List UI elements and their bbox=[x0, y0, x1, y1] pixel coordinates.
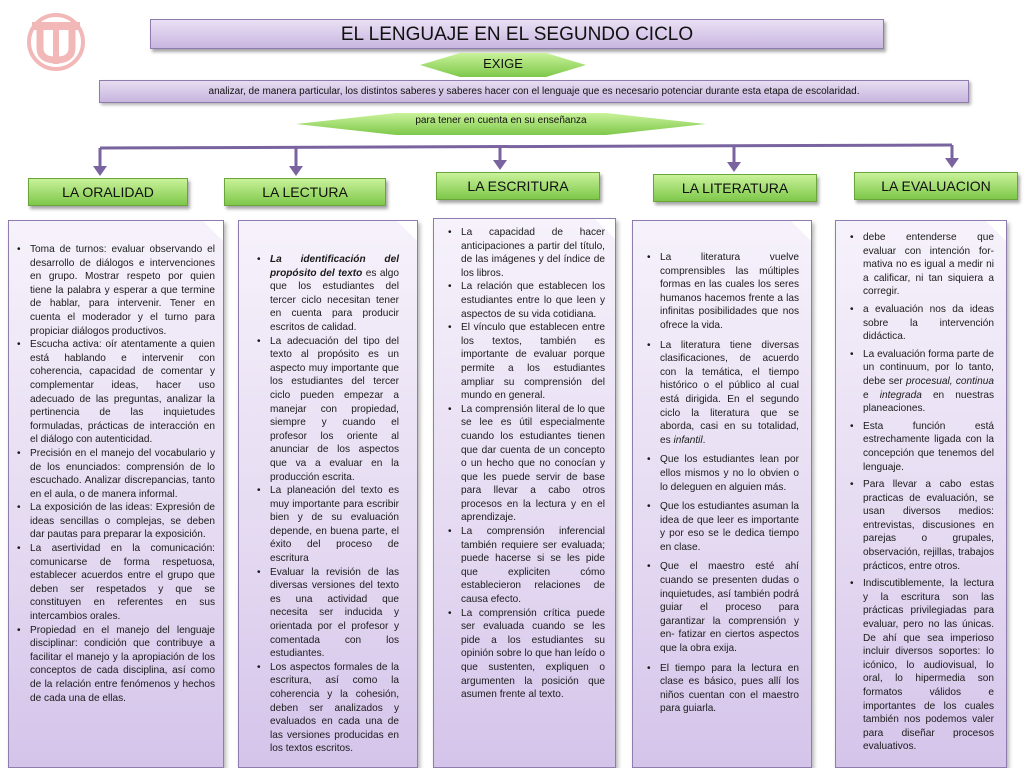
list-item-text: La literatura tiene diversas clasificaciones, de acuerdo con la temática, el tiempo histórico o el público al cual está dirigida. En el segundo ciclo la literatura que se aborda, casi en su totalidad, es bbox=[660, 339, 799, 446]
panel-escritura bbox=[433, 218, 616, 768]
connector-exige-label: EXIGE bbox=[483, 56, 523, 71]
description-box: analizar, de manera particular, los distintos saberes y saberes hacer con el lenguaje que es necesario potenciar durante esta etapa de escolaridad. bbox=[99, 80, 969, 103]
list-item: • La capacidad de hacer anticipaciones a partir del título, de las imágenes y del índice de los libros. bbox=[448, 226, 605, 280]
category-literatura: LA LITERATURA bbox=[653, 174, 817, 202]
list-item-text: es algo que los estudiantes del tercer ciclo necesitan tener en cuenta para producir escritos de calidad. bbox=[270, 267, 400, 333]
list-item: • La comprensión crítica puede ser evaluada cuando se les pide a los estudiantes su opinión sobre lo que han leído o que sustenten, expliquen o argumenten la posición que asumen frente al texto. bbox=[448, 607, 605, 702]
list-item: • El vínculo que establecen entre los textos, también es importante de evaluar porque permite a los estudiantes ampliar su comprensión del mundo en general. bbox=[448, 321, 605, 403]
panel-fold bbox=[790, 220, 812, 242]
list-item: • La adecuación del tipo del texto al propósito es un aspecto muy importante que los estudiantes del tercer ciclo pueden empezar a manejar con propiedad, siempre y cuando el profesor los oriente al anunciar de los aspectos que va a evaluar en la producción escrita. bbox=[257, 335, 399, 485]
list-item: • Propiedad en el manejo del lenguaje disciplinar: condición que contribuye a facilitar el manejo y la apropiación de los conceptos de cada disciplina, así como de la relación entre fenómenos y hechos de cada una de ellas. bbox=[17, 624, 215, 706]
list-item-text: en nuestras planeaciones. bbox=[863, 389, 994, 415]
panel-fold bbox=[202, 220, 224, 242]
panel-literatura bbox=[632, 220, 812, 768]
connector-tener-label: para tener en cuenta en su enseñanza bbox=[415, 115, 587, 126]
connector-exige bbox=[420, 53, 586, 77]
list-item-text: . bbox=[702, 434, 706, 446]
list-item: • debe entenderse que evaluar con intención for-mativa no es igual a medir ni a calificar, ni tan siquiera a corregir. bbox=[850, 231, 994, 299]
list-item: • La planeación del texto es muy importante para escribir bien y de su evaluación depende, en buena parte, el éxito del proceso de escritura bbox=[257, 484, 399, 566]
list-item: • Que el maestro esté ahí cuando se presenten dudas o inquietudes, así también podrá guiar el proceso para garantizar la comprensión y en- fatizar en ciertos aspectos que la obra exija. bbox=[647, 560, 799, 655]
list-item: • a evaluación nos da ideas sobre la intervención didáctica. bbox=[850, 303, 994, 344]
emphasis-text: La identificación del propósito del texto bbox=[270, 254, 399, 279]
page-title: EL LENGUAJE EN EL SEGUNDO CICLO bbox=[150, 19, 884, 49]
emphasis-text: integrada bbox=[879, 389, 922, 401]
list-item-text: e bbox=[863, 389, 880, 401]
list-item: • Indiscutiblemente, la lectura y la escritura son las prácticas privilegiadas para evaluar, pero no las únicas. De ahí que sea imperioso incluir diversos soportes: lo icónico, lo audiovisual, lo oral, lo hipermedia son formatos válidos e importantes de los cuales también nos podemos valer para diseñar procesos evaluativos. bbox=[850, 577, 994, 754]
list-item: • La exposición de las ideas: Expresión de ideas sencillas o complejas, se deben dar pautas para preparar la exposición. bbox=[17, 501, 215, 542]
list-item: • La comprensión inferencial también requiere ser evaluada; puede hacerse si se les pide que expliciten cómo establecieron relaciones de causa efecto. bbox=[448, 525, 605, 607]
list-item bbox=[647, 339, 799, 448]
list-item: • La relación que establecen los estudiantes entre lo que leen y aspectos de su vida cotidiana. bbox=[448, 280, 605, 321]
emphasis-text: procesual, continua bbox=[906, 375, 994, 387]
category-lectura: LA LECTURA bbox=[224, 178, 386, 206]
list-item: • Precisión en el manejo del vocabulario y de los enunciados: comprensión de lo escuchado. Analizar discrepancias, tanto en el aula, o de manera informal. bbox=[17, 447, 215, 501]
emphasis-text: infantil bbox=[673, 434, 703, 446]
list-item-text: La evaluación forma parte de un continuum, por lo tanto, debe ser bbox=[863, 348, 994, 387]
list-item: • Toma de turnos: evaluar observando el desarrollo de diálogos e intervenciones en grupo. Mostrar respeto por quien tiene la palabra y esperar a que termine de hablar, para intervenir. Tener en cuenta el moderador y el turno para propiciar diálogos productivos. bbox=[17, 243, 215, 338]
category-oralidad: LA ORALIDAD bbox=[28, 178, 188, 206]
category-escritura: LA ESCRITURA bbox=[436, 172, 600, 200]
list-item bbox=[257, 253, 399, 335]
list-item: • Escucha activa: oír atentamente a quien está hablando e intervenir con coherencia, capacidad de comentar y complementar ideas, hacer uso adecuado de las preguntas, analizar la pertinencia de las inquietudes formuladas, prácticas de interacción en el diálogo con autenticidad. bbox=[17, 338, 215, 447]
list-item: • Evaluar la revisión de las diversas versiones del texto es una actividad que necesita ser inducida y orientada por el profesor y comentada con los estudiantes. bbox=[257, 566, 399, 661]
list-item: • La literatura vuelve comprensibles las múltiples formas en las cuales los seres humanos hacemos frente a las infinitas posibilidades que nos ofrece la vida. bbox=[647, 251, 799, 333]
list-item: • Que los estudiantes lean por ellos mismos y no lo obvien o lo deleguen en alguien más. bbox=[647, 453, 799, 494]
list-item: • La comprensión literal de lo que se lee es útil especialmente cuando los estudiantes tienen que dar cuenta de un concepto o un hecho que no conocían y que les puede servir de base para llevar a cabo otros procesos en la lectura y en el aprendizaje. bbox=[448, 403, 605, 525]
list-item bbox=[850, 348, 994, 416]
panel-fold bbox=[396, 220, 418, 242]
panel-lectura bbox=[238, 220, 418, 768]
list-item: • Para llevar a cabo estas practicas de evaluación, se usan diversos medios: entrevistas, discusiones en parejas o grupales, observación, rejillas, trabajos prácticos, entre otros. bbox=[850, 478, 994, 573]
logo-icon bbox=[26, 12, 86, 72]
connector-tener bbox=[296, 113, 706, 135]
list-item: • La asertividad en la comunicación: comunicarse de forma respetuosa, establecer acuerdos entre el grupo que deben ser respetados y que se constituyen en referentes en sus intercambios orales. bbox=[17, 542, 215, 624]
category-evaluacion: LA EVALUACION bbox=[854, 172, 1018, 200]
list-item: • Los aspectos formales de la escritura, así como la coherencia y la cohesión, deben ser analizados y evaluados en cada una de las versiones producidas en los textos escritos. bbox=[257, 661, 399, 756]
panel-oralidad bbox=[8, 220, 224, 768]
panel-evaluacion bbox=[835, 220, 1007, 768]
list-item: • Que los estudiantes asuman la idea de que leer es importante y por eso se le dedica tiempo en clase. bbox=[647, 500, 799, 554]
list-item: • Esta función está estrechamente ligada con la concepción que tenemos del lenguaje. bbox=[850, 420, 994, 474]
list-item: • El tiempo para la lectura en clase es básico, pues allí los niños cuentan con el maestro para guiarla. bbox=[647, 662, 799, 716]
